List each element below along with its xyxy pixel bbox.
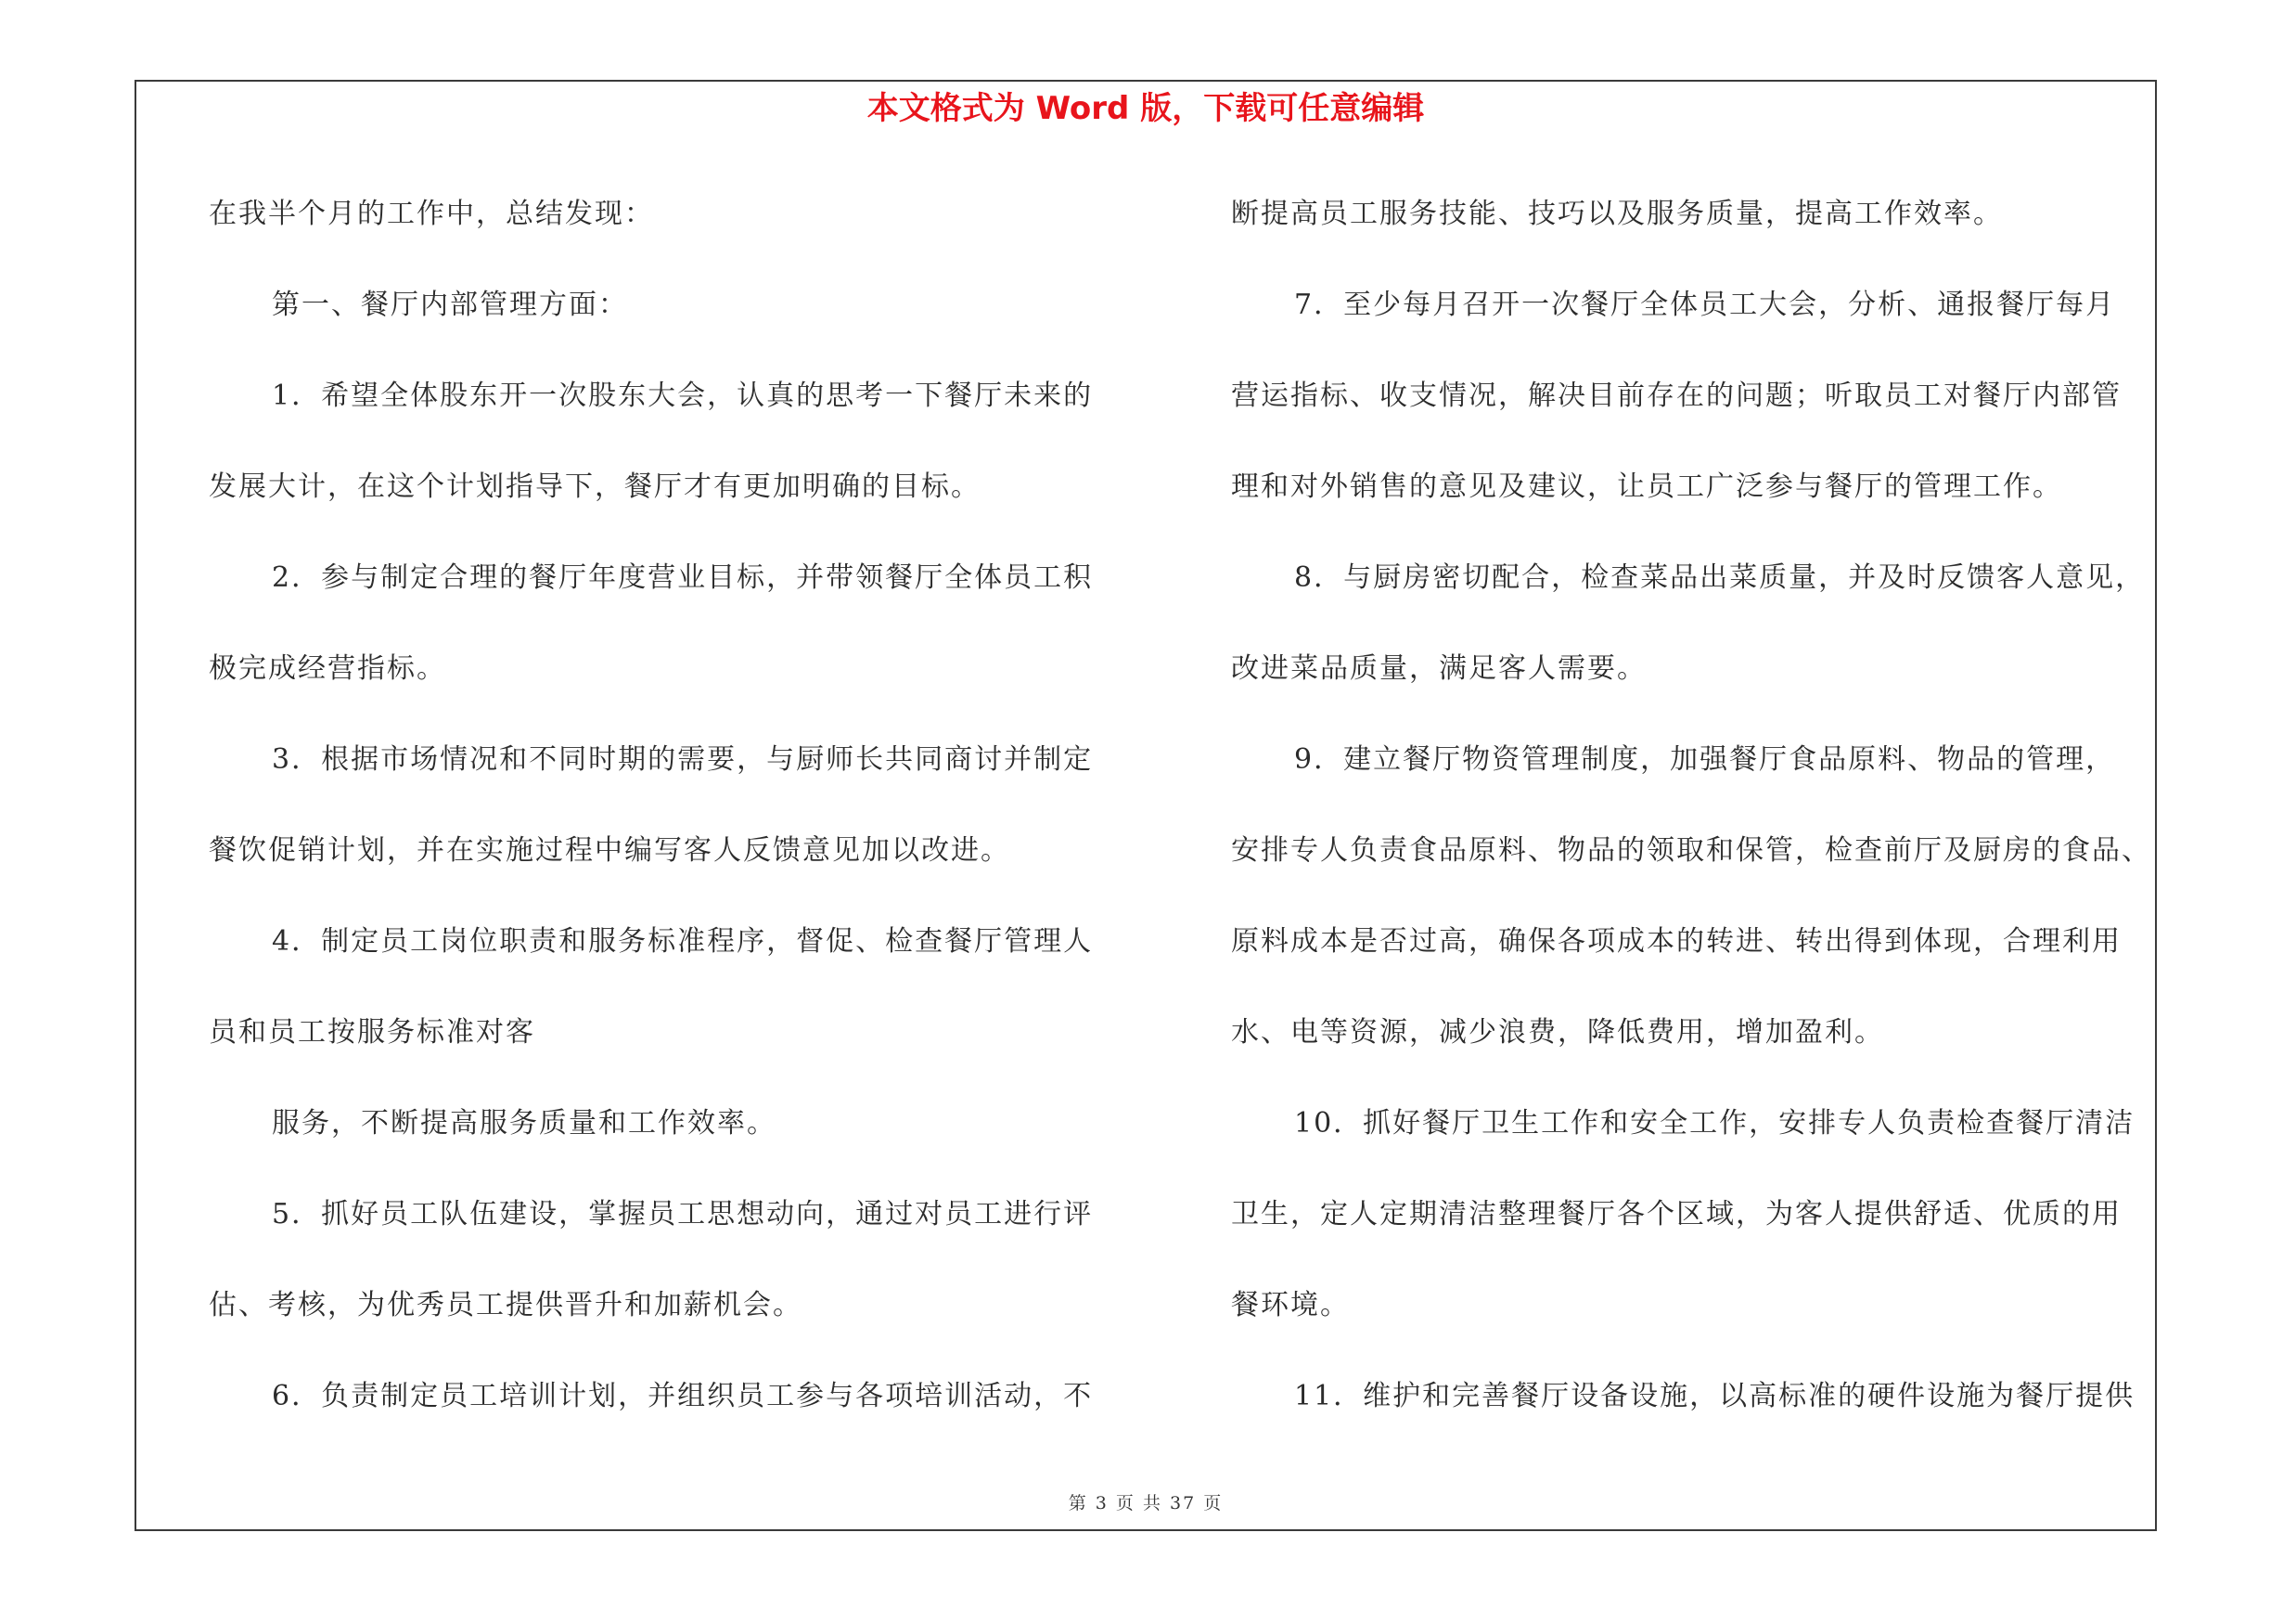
text-line: 极完成经营指标。 [209, 652, 446, 685]
text-line: 员和员工按服务标准对客 [209, 1016, 535, 1049]
text-line: 营运指标、收支情况，解决目前存在的问题；听取员工对餐厅内部管 [1231, 380, 2122, 412]
text-line: 改进菜品质量，满足客人需要。 [1231, 652, 1647, 685]
text-line: 在我半个月的工作中，总结发现： [209, 198, 654, 230]
right-column [1231, 193, 2159, 1466]
text-line: 5．抓好员工队伍建设，掌握员工思想动向，通过对员工进行评 [272, 1198, 1094, 1230]
text-line: 1．希望全体股东开一次股东大会，认真的思考一下餐厅未来的 [272, 380, 1094, 412]
text-line: 卫生，定人定期清洁整理餐厅各个区域，为客人提供舒适、优质的用 [1231, 1198, 2122, 1230]
text-line: 断提高员工服务技能、技巧以及服务质量，提高工作效率。 [1231, 198, 2003, 230]
text-line: 发展大计，在这个计划指导下，餐厅才有更加明确的目标。 [209, 470, 981, 503]
text-line: 第一、餐厅内部管理方面： [272, 289, 628, 321]
text-line: 2．参与制定合理的餐厅年度营业目标，并带领餐厅全体员工积 [272, 561, 1094, 594]
text-line: 8．与厨房密切配合，检查菜品出菜质量，并及时反馈客人意见， [1294, 561, 2146, 594]
text-line: 6．负责制定员工培训计划，并组织员工参与各项培训活动，不 [272, 1380, 1094, 1412]
text-line: 10．抓好餐厅卫生工作和安全工作，安排专人负责检查餐厅清洁 [1294, 1107, 2136, 1140]
text-line: 原料成本是否过高，确保各项成本的转进、转出得到体现，合理利用 [1231, 925, 2122, 958]
text-line: 餐环境。 [1231, 1289, 1350, 1321]
text-line: 水、电等资源，减少浪费，降低费用，增加盈利。 [1231, 1016, 1884, 1049]
text-line: 理和对外销售的意见及建议，让员工广泛参与餐厅的管理工作。 [1231, 470, 2062, 503]
page-frame [135, 80, 2157, 1531]
format-banner: 本文格式为 Word 版，下载可任意编辑 [866, 90, 1425, 127]
text-line: 餐饮促销计划，并在实施过程中编写客人反馈意见加以改进。 [209, 834, 1010, 867]
text-line: 服务，不断提高服务质量和工作效率。 [272, 1107, 776, 1140]
text-line: 安排专人负责食品原料、物品的领取和保管，检查前厅及厨房的食品、 [1231, 834, 2151, 867]
text-line: 估、考核，为优秀员工提供晋升和加薪机会。 [209, 1289, 802, 1321]
text-line: 4．制定员工岗位职责和服务标准程序，督促、检查餐厅管理人 [272, 925, 1094, 958]
left-column [209, 193, 1122, 1466]
text-line: 7．至少每月召开一次餐厅全体员工大会，分析、通报餐厅每月 [1294, 289, 2116, 321]
text-line: 9．建立餐厅物资管理制度，加强餐厅食品原料、物品的管理， [1294, 743, 2116, 776]
text-line: 11．维护和完善餐厅设备设施，以高标准的硬件设施为餐厅提供 [1294, 1380, 2136, 1412]
text-line: 3．根据市场情况和不同时期的需要，与厨师长共同商讨并制定 [272, 743, 1094, 776]
page-number: 第 3 页 共 37 页 [1068, 1493, 1224, 1514]
